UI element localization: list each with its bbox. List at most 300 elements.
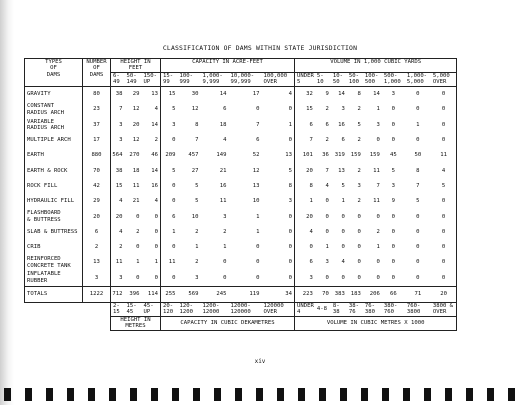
capacity-value-cell: 5: [262, 163, 295, 178]
capacity-value-cell: 149: [216, 152, 227, 159]
dekametres-column-header: 12000- 120000: [229, 302, 262, 316]
dam-count-cell: 1222: [83, 286, 111, 302]
table-row: [25, 194, 457, 209]
height-value-cell: 0: [136, 213, 140, 220]
volume-value-cell: 8: [309, 182, 313, 189]
capacity-value-cell: 4: [262, 86, 295, 102]
volume-value-cell: 6: [309, 259, 313, 266]
capacity-value-cell: 8: [195, 121, 199, 128]
capacity-value-cell: 0: [223, 259, 227, 266]
dam-count-cell: 37: [83, 117, 111, 132]
volume-value-cell: 0: [416, 213, 420, 220]
volume-value-cell: 6: [309, 121, 313, 128]
volume-value-cell: 45: [389, 152, 397, 159]
table-row: [25, 240, 457, 255]
capacity-value-cell: 1: [256, 228, 260, 235]
volume-column-header: 50- 100: [347, 72, 363, 86]
volume-value-cell: 0: [416, 259, 420, 266]
volume-value-cell: 3: [376, 121, 380, 128]
table-row: [25, 133, 457, 148]
capacity-value-cell: 14: [219, 91, 227, 98]
height-value-cell: 11: [132, 182, 140, 189]
table-row: [25, 86, 457, 102]
metres-column-header: 2- 15: [111, 302, 125, 316]
dam-type-label: EARTH: [25, 148, 83, 163]
cubic-metres-column-header: 4-8: [315, 302, 331, 316]
capacity-value-cell: 4: [223, 137, 227, 144]
volume-column-header: 500- 1,000: [382, 72, 405, 86]
volume-value-cell: 2: [357, 198, 361, 205]
dam-type-label: VARIABLE RADIUS ARCH: [25, 117, 83, 132]
binding-hole: [214, 388, 221, 401]
capacity-value-cell: 5: [195, 182, 199, 189]
capacity-value-cell: 0: [256, 244, 260, 251]
capacity-column-header: 1,000- 9,999: [201, 72, 229, 86]
capacity-value-cell: 10: [252, 198, 260, 205]
dam-count-cell: 880: [83, 148, 111, 163]
volume-value-cell: 0: [325, 228, 329, 235]
capacity-value-cell: 21: [219, 167, 227, 174]
dam-type-label: EARTH & ROCK: [25, 163, 83, 178]
cubic-metres-column-header: 380- 760: [382, 302, 405, 316]
capacity-value-cell: 0: [172, 244, 176, 251]
volume-value-cell: 7: [309, 137, 313, 144]
volume-value-cell: 15: [306, 106, 313, 113]
volume-value-cell: 70: [315, 286, 331, 302]
capacity-value-cell: 15: [168, 91, 176, 98]
volume-value-cell: 0: [431, 102, 457, 117]
capacity-value-cell: 12: [191, 106, 199, 113]
volume-value-cell: 8: [357, 91, 361, 98]
capacity-value-cell: 13: [262, 148, 295, 163]
capacity-value-cell: 6: [172, 213, 176, 220]
table-row: [25, 117, 457, 132]
volume-value-cell: 0: [431, 240, 457, 255]
dam-type-label: FLASHBOARD & BUTTRESS: [25, 209, 83, 224]
cubic-metres-column-header: 38- 76: [347, 302, 363, 316]
volume-value-cell: 20: [306, 167, 313, 174]
volume-value-cell: 0: [391, 121, 396, 128]
dam-count-cell: 80: [83, 86, 111, 102]
dam-count-cell: 29: [83, 194, 111, 209]
volume-value-cell: 0: [376, 137, 380, 144]
table-row: [25, 209, 457, 224]
capacity-value-cell: 3: [223, 213, 227, 220]
height-value-cell: 0: [142, 209, 161, 224]
capacity-value-cell: 0: [262, 240, 295, 255]
capacity-value-cell: 1: [256, 213, 260, 220]
volume-value-cell: 5: [431, 178, 457, 193]
volume-value-cell: 0: [341, 228, 345, 235]
volume-value-cell: 20: [431, 286, 457, 302]
binding-hole: [508, 388, 515, 401]
volume-value-cell: 0: [357, 244, 361, 251]
height-value-cell: 38: [115, 91, 123, 98]
volume-value-cell: 0: [431, 86, 457, 102]
volume-value-cell: 0: [416, 228, 420, 235]
metres-group-label: HEIGHT IN METRES: [111, 316, 161, 330]
capacity-value-cell: 5: [172, 106, 176, 113]
volume-value-cell: 3: [391, 182, 396, 189]
page-number: xiv: [254, 358, 266, 365]
height-value-cell: 16: [142, 178, 161, 193]
table-row: [25, 270, 457, 286]
table-row: [25, 255, 457, 270]
capacity-value-cell: 0: [262, 224, 295, 239]
volume-value-cell: 0: [391, 244, 396, 251]
cubic-metres-column-header: 76- 380: [363, 302, 382, 316]
volume-value-cell: 0: [391, 259, 396, 266]
capacity-column-header: 10,000- 99,999: [229, 72, 262, 86]
capacity-value-cell: 2: [223, 228, 227, 235]
dam-count-cell: 13: [83, 255, 111, 270]
capacity-value-cell: 6: [223, 106, 227, 113]
page-edge-shadow: [0, 0, 14, 405]
footer-spacer: [25, 316, 111, 330]
capacity-value-cell: 6: [256, 137, 260, 144]
binding-hole: [172, 388, 179, 401]
volume-value-cell: 0: [341, 244, 345, 251]
volume-value-cell: 7: [376, 182, 380, 189]
volume-value-cell: 319: [334, 152, 345, 159]
totals-row: [25, 286, 457, 302]
binding-hole: [67, 388, 74, 401]
capacity-value-cell: 1: [172, 228, 176, 235]
height-value-cell: 7: [119, 106, 123, 113]
binding-hole: [25, 388, 32, 401]
height-value-cell: 21: [132, 198, 140, 205]
capacity-column-header: 100- 999: [178, 72, 201, 86]
volume-value-cell: 5: [391, 167, 396, 174]
capacity-column-header: 100,000 OVER: [262, 72, 295, 86]
height-column-header: 50- 149: [125, 72, 142, 86]
volume-value-cell: 4: [341, 259, 345, 266]
height-value-cell: 20: [115, 213, 123, 220]
volume-value-cell: 3: [309, 274, 313, 281]
height-value-cell: 11: [115, 259, 123, 266]
capacity-value-cell: 1: [262, 117, 295, 132]
capacity-value-cell: 245: [201, 286, 229, 302]
capacity-value-cell: 27: [191, 167, 199, 174]
dekametres-column-header: 120- 1200: [178, 302, 201, 316]
volume-value-cell: 0: [341, 213, 345, 220]
height-value-cell: 0: [136, 244, 140, 251]
cubic-metres-group-label: VOLUME IN CUBIC METRES X 1000: [295, 316, 457, 330]
capacity-value-cell: 30: [191, 91, 199, 98]
dam-type-label: REINFORCED CONCRETE TANK: [25, 255, 83, 270]
binding-hole: [361, 388, 368, 401]
volume-value-cell: 5: [416, 198, 420, 205]
dam-count-cell: 20: [83, 209, 111, 224]
dam-type-label: CONSTANT RADIUS ARCH: [25, 102, 83, 117]
volume-value-cell: 6: [341, 137, 345, 144]
volume-value-cell: 2: [357, 137, 361, 144]
dam-count-cell: 3: [83, 270, 111, 286]
dam-type-label: GRAVITY: [25, 86, 83, 102]
volume-value-cell: 0: [416, 137, 420, 144]
height-column-header: 150- UP: [142, 72, 161, 86]
capacity-value-cell: 0: [262, 102, 295, 117]
capacity-value-cell: 17: [252, 91, 260, 98]
volume-value-cell: 159: [350, 152, 361, 159]
height-value-cell: 18: [132, 167, 140, 174]
volume-column-header: 5- 10: [315, 72, 331, 86]
footer-spacer: [25, 302, 111, 316]
volume-value-cell: 32: [306, 91, 313, 98]
volume-value-cell: 66: [382, 286, 405, 302]
height-value-cell: 270: [129, 152, 140, 159]
volume-value-cell: 0: [341, 274, 345, 281]
volume-value-cell: 1: [341, 198, 345, 205]
height-value-cell: 396: [125, 286, 142, 302]
volume-value-cell: 0: [325, 274, 329, 281]
volume-value-cell: 2: [357, 167, 361, 174]
volume-value-cell: 3: [341, 106, 345, 113]
table-row: [25, 224, 457, 239]
volume-value-cell: 0: [431, 117, 457, 132]
capacity-value-cell: 34: [262, 286, 295, 302]
capacity-value-cell: 3: [195, 274, 199, 281]
capacity-value-cell: 0: [262, 133, 295, 148]
volume-value-cell: 4: [431, 163, 457, 178]
header-height-in-feet: HEIGHT IN FEET: [111, 59, 161, 73]
dam-count-cell: 42: [83, 178, 111, 193]
binding-hole: [88, 388, 95, 401]
spiral-binding: [0, 388, 520, 405]
volume-value-cell: 1: [309, 198, 313, 205]
volume-value-cell: 4: [309, 228, 313, 235]
volume-value-cell: 14: [373, 91, 380, 98]
volume-value-cell: 11: [373, 198, 380, 205]
binding-hole: [382, 388, 389, 401]
volume-value-cell: 206: [363, 286, 382, 302]
binding-hole: [487, 388, 494, 401]
volume-value-cell: 0: [325, 198, 329, 205]
volume-value-cell: 0: [416, 274, 420, 281]
capacity-value-cell: 11: [168, 259, 176, 266]
capacity-value-cell: 2: [195, 228, 199, 235]
volume-value-cell: 16: [338, 121, 345, 128]
volume-value-cell: 0: [357, 274, 361, 281]
capacity-value-cell: 0: [256, 106, 260, 113]
capacity-value-cell: 18: [219, 121, 227, 128]
height-value-cell: 4: [119, 198, 123, 205]
table-row: [25, 178, 457, 193]
binding-hole: [298, 388, 305, 401]
binding-hole: [277, 388, 284, 401]
volume-value-cell: 0: [431, 270, 457, 286]
volume-value-cell: 11: [431, 148, 457, 163]
volume-value-cell: 2: [357, 106, 361, 113]
table-row: [25, 163, 457, 178]
volume-value-cell: 0: [391, 213, 396, 220]
capacity-value-cell: 10: [191, 213, 199, 220]
capacity-value-cell: 0: [223, 274, 227, 281]
volume-value-cell: 14: [338, 91, 345, 98]
height-value-cell: 114: [142, 286, 161, 302]
volume-value-cell: 5: [357, 121, 361, 128]
capacity-value-cell: 8: [262, 178, 295, 193]
dam-type-label: SLAB & BUTTRESS: [25, 224, 83, 239]
capacity-value-cell: 119: [229, 286, 262, 302]
header-capacity-acre-feet: CAPACITY IN ACRE-FEET: [161, 59, 295, 73]
capacity-value-cell: 5: [195, 198, 199, 205]
volume-value-cell: 0: [309, 244, 313, 251]
dam-count-cell: 2: [83, 240, 111, 255]
height-value-cell: 0: [142, 224, 161, 239]
binding-hole: [466, 388, 473, 401]
volume-value-cell: 0: [431, 194, 457, 209]
volume-value-cell: 1: [376, 106, 380, 113]
height-value-cell: 12: [132, 106, 140, 113]
height-value-cell: 29: [132, 91, 140, 98]
dam-type-label: INFLATABLE RUBBER: [25, 270, 83, 286]
volume-column-header: 100- 500: [363, 72, 382, 86]
capacity-value-cell: 11: [219, 198, 227, 205]
volume-value-cell: 8: [416, 167, 420, 174]
volume-value-cell: 0: [431, 209, 457, 224]
height-value-cell: 3: [119, 274, 123, 281]
volume-value-cell: 7: [416, 182, 420, 189]
volume-value-cell: 0: [431, 133, 457, 148]
capacity-value-cell: 255: [161, 286, 178, 302]
capacity-value-cell: 12: [252, 167, 260, 174]
volume-value-cell: 1: [416, 121, 420, 128]
volume-value-cell: 20: [306, 213, 313, 220]
volume-value-cell: 0: [391, 228, 396, 235]
height-value-cell: 4: [142, 194, 161, 209]
header-types-of-dams: TYPES OF DAMS: [25, 59, 83, 87]
height-value-cell: 13: [142, 86, 161, 102]
totals-label: TOTALS: [25, 286, 83, 302]
capacity-value-cell: 7: [256, 121, 260, 128]
dam-type-label: CRIB: [25, 240, 83, 255]
binding-hole: [193, 388, 200, 401]
capacity-value-cell: 0: [262, 255, 295, 270]
height-value-cell: 1: [136, 259, 140, 266]
binding-hole: [403, 388, 410, 401]
volume-value-cell: 7: [325, 167, 329, 174]
volume-value-cell: 9: [325, 91, 329, 98]
binding-hole: [319, 388, 326, 401]
dam-count-cell: 23: [83, 102, 111, 117]
binding-hole: [151, 388, 158, 401]
table-row: [25, 148, 457, 163]
header-volume-cubic-yards: VOLUME IN 1,000 CUBIC YARDS: [295, 59, 457, 73]
capacity-value-cell: 1: [223, 244, 227, 251]
metres-column-header: 15- 45: [125, 302, 142, 316]
volume-value-cell: 0: [376, 274, 380, 281]
header-number-of-dams: NUMBER OF DAMS: [83, 59, 111, 87]
volume-value-cell: 223: [295, 286, 315, 302]
volume-value-cell: 383: [331, 286, 347, 302]
capacity-value-cell: 3: [172, 121, 176, 128]
height-value-cell: 20: [132, 121, 140, 128]
capacity-value-cell: 569: [178, 286, 201, 302]
capacity-value-cell: 1: [195, 244, 199, 251]
binding-hole: [256, 388, 263, 401]
volume-value-cell: 0: [431, 224, 457, 239]
binding-hole: [445, 388, 452, 401]
capacity-value-cell: 0: [256, 274, 260, 281]
volume-value-cell: 13: [338, 167, 345, 174]
volume-value-cell: 0: [357, 259, 361, 266]
volume-value-cell: 0: [325, 213, 329, 220]
height-value-cell: 4: [119, 228, 123, 235]
cubic-metres-column-header: 8- 38: [331, 302, 347, 316]
volume-value-cell: 3: [325, 259, 329, 266]
capacity-value-cell: 7: [195, 137, 199, 144]
binding-hole: [4, 388, 11, 401]
capacity-value-cell: 209: [165, 152, 176, 159]
volume-value-cell: 9: [391, 198, 396, 205]
volume-value-cell: 0: [357, 213, 361, 220]
table-title: CLASSIFICATION OF DAMS WITHIN STATE JURISDICTION: [162, 44, 358, 52]
height-value-cell: 14: [142, 117, 161, 132]
volume-value-cell: 6: [325, 121, 329, 128]
metres-column-header: 45- UP: [142, 302, 161, 316]
volume-value-cell: 101: [302, 152, 313, 159]
height-value-cell: 12: [132, 137, 140, 144]
cubic-metres-column-header: UNDER 4: [295, 302, 315, 316]
capacity-column-header: 15- 99: [161, 72, 178, 86]
volume-value-cell: 4: [325, 182, 329, 189]
volume-column-header: UNDER 5: [295, 72, 315, 86]
height-value-cell: 564: [112, 152, 123, 159]
capacity-value-cell: 5: [172, 167, 176, 174]
dam-count-cell: 17: [83, 133, 111, 148]
height-value-cell: 3: [119, 121, 123, 128]
volume-value-cell: 183: [347, 286, 363, 302]
volume-value-cell: 5: [341, 182, 345, 189]
volume-value-cell: 0: [391, 137, 396, 144]
binding-hole: [424, 388, 431, 401]
volume-value-cell: 1: [325, 244, 329, 251]
capacity-value-cell: 0: [172, 274, 176, 281]
binding-hole: [109, 388, 116, 401]
height-value-cell: 2: [136, 228, 140, 235]
height-value-cell: 0: [142, 270, 161, 286]
volume-value-cell: 0: [376, 259, 380, 266]
capacity-value-cell: 0: [172, 198, 176, 205]
capacity-value-cell: 13: [252, 182, 260, 189]
volume-value-cell: 0: [416, 106, 420, 113]
height-value-cell: 15: [115, 182, 123, 189]
dekametres-column-header: 20- 120: [161, 302, 178, 316]
dam-count-cell: 6: [83, 224, 111, 239]
capacity-value-cell: 0: [262, 209, 295, 224]
capacity-value-cell: 2: [195, 259, 199, 266]
volume-value-cell: 50: [414, 152, 422, 159]
capacity-value-cell: 457: [188, 152, 199, 159]
capacity-value-cell: 0: [172, 137, 176, 144]
volume-value-cell: 36: [322, 152, 329, 159]
cubic-metres-column-header: 3800 & OVER: [431, 302, 457, 316]
height-value-cell: 4: [142, 102, 161, 117]
binding-hole: [340, 388, 347, 401]
dam-classification-table: [24, 58, 457, 331]
volume-value-cell: 159: [369, 152, 380, 159]
volume-value-cell: 2: [325, 137, 329, 144]
table-row: [25, 102, 457, 117]
dam-type-label: HYDRAULIC FILL: [25, 194, 83, 209]
dekametres-column-header: 120000 OVER: [262, 302, 295, 316]
capacity-value-cell: 16: [219, 182, 227, 189]
volume-value-cell: 11: [373, 167, 380, 174]
dekametres-column-header: 1200- 12000: [201, 302, 229, 316]
height-value-cell: 0: [142, 240, 161, 255]
volume-column-header: 10- 50: [331, 72, 347, 86]
